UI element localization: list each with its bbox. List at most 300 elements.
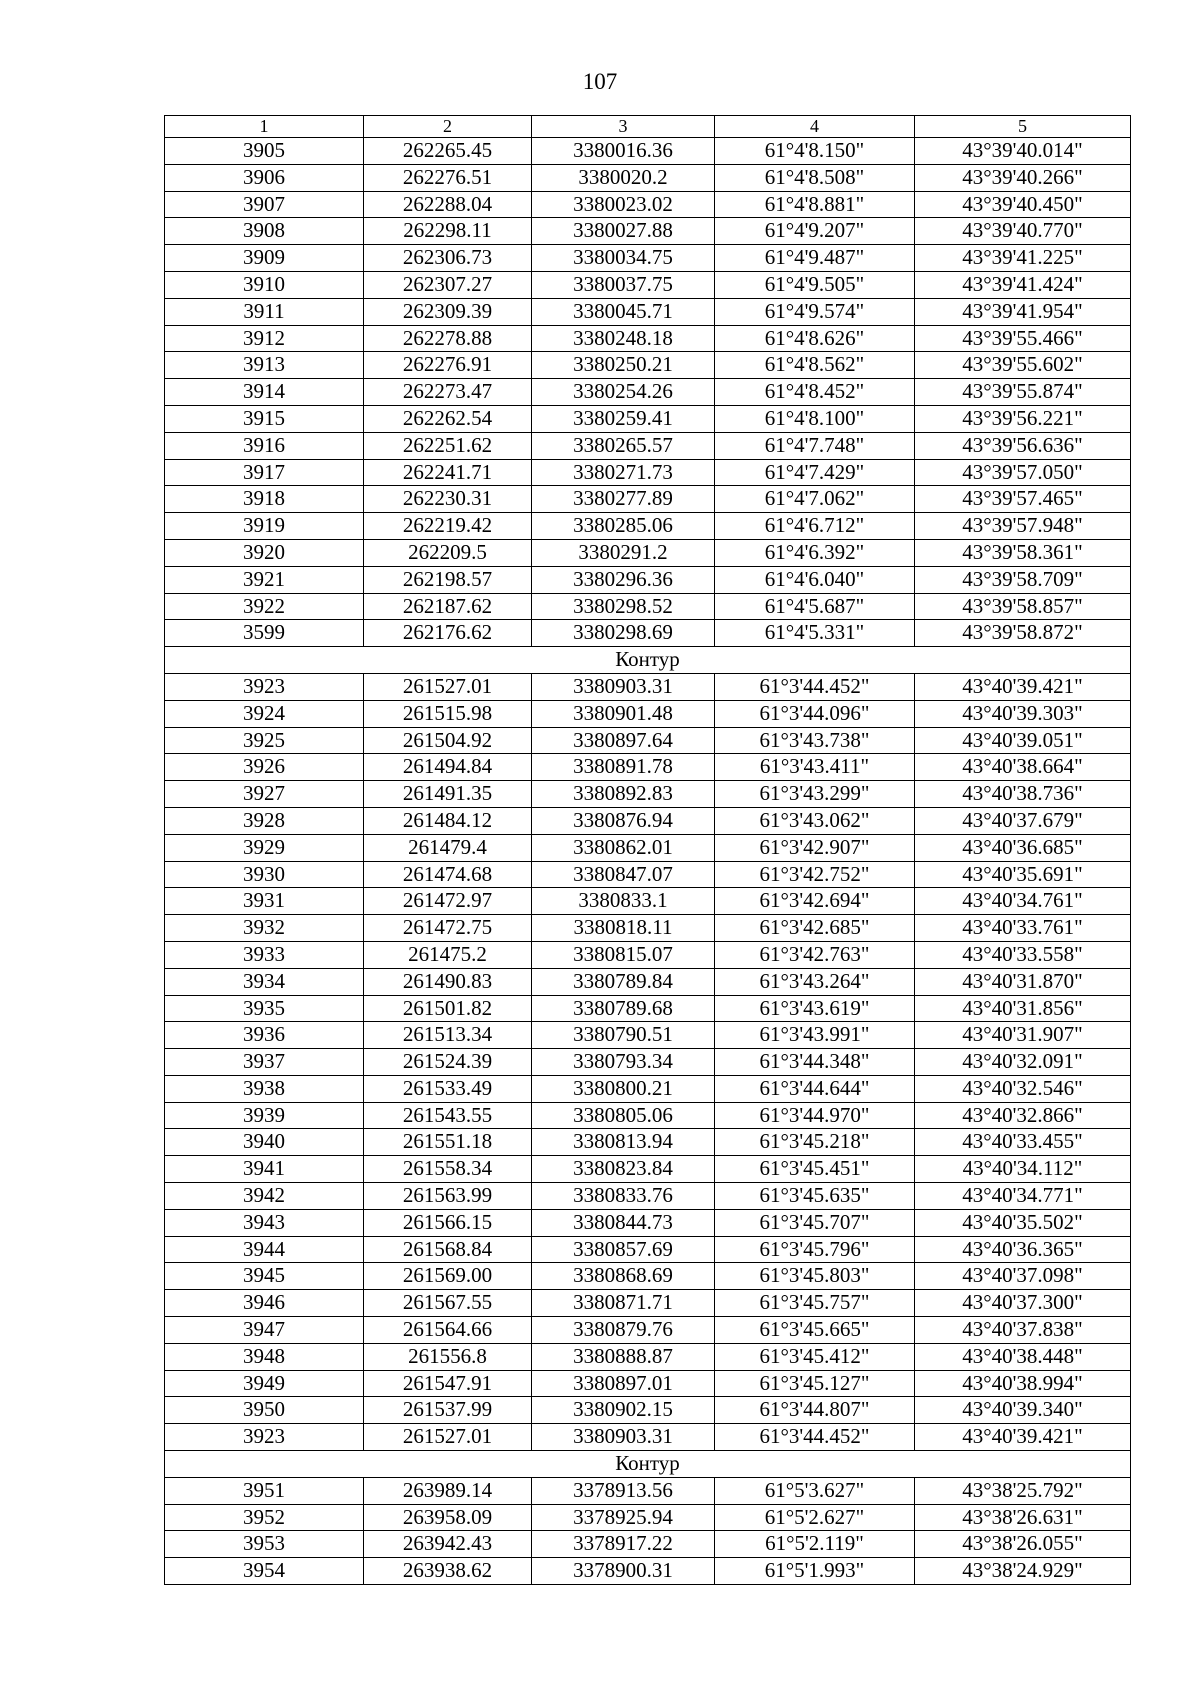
longitude-cell: 61°3'44.096"	[715, 700, 915, 727]
latitude-cell: 43°40'36.365"	[915, 1236, 1131, 1263]
x-coordinate-cell: 261475.2	[364, 941, 532, 968]
x-coordinate-cell: 261494.84	[364, 754, 532, 781]
point-number-cell: 3948	[165, 1343, 364, 1370]
coordinates-table	[164, 115, 1131, 1585]
latitude-cell: 43°40'38.736"	[915, 781, 1131, 808]
y-coordinate-cell: 3380844.73	[532, 1209, 715, 1236]
contour-section-row	[165, 1451, 1131, 1478]
point-number-cell: 3918	[165, 486, 364, 513]
x-coordinate-cell: 261504.92	[364, 727, 532, 754]
y-coordinate-cell: 3380800.21	[532, 1075, 715, 1102]
x-coordinate-cell: 261556.8	[364, 1343, 532, 1370]
point-number-cell: 3911	[165, 298, 364, 325]
y-coordinate-cell: 3380034.75	[532, 245, 715, 272]
table-row	[165, 727, 1131, 754]
table-row	[165, 1558, 1131, 1585]
latitude-cell: 43°40'33.761"	[915, 915, 1131, 942]
y-coordinate-cell: 3380868.69	[532, 1263, 715, 1290]
latitude-cell: 43°40'37.300"	[915, 1290, 1131, 1317]
point-number-cell: 3933	[165, 941, 364, 968]
point-number-cell: 3936	[165, 1022, 364, 1049]
table-row	[165, 968, 1131, 995]
y-coordinate-cell: 3380847.07	[532, 861, 715, 888]
longitude-cell: 61°3'42.752"	[715, 861, 915, 888]
table-row	[165, 888, 1131, 915]
y-coordinate-cell: 3380813.94	[532, 1129, 715, 1156]
x-coordinate-cell: 263958.09	[364, 1504, 532, 1531]
table-row	[165, 700, 1131, 727]
y-coordinate-cell: 3380248.18	[532, 325, 715, 352]
table-row	[165, 1049, 1131, 1076]
latitude-cell: 43°39'41.424"	[915, 271, 1131, 298]
table-row	[165, 807, 1131, 834]
table-row	[165, 164, 1131, 191]
x-coordinate-cell: 262265.45	[364, 138, 532, 165]
y-coordinate-cell: 3378913.56	[532, 1477, 715, 1504]
longitude-cell: 61°4'9.574"	[715, 298, 915, 325]
y-coordinate-cell: 3380789.84	[532, 968, 715, 995]
x-coordinate-cell: 261537.99	[364, 1397, 532, 1424]
y-coordinate-cell: 3380020.2	[532, 164, 715, 191]
x-coordinate-cell: 261484.12	[364, 807, 532, 834]
longitude-cell: 61°4'8.100"	[715, 405, 915, 432]
table-row	[165, 539, 1131, 566]
y-coordinate-cell: 3380265.57	[532, 432, 715, 459]
longitude-cell: 61°4'5.687"	[715, 593, 915, 620]
y-coordinate-cell: 3380023.02	[532, 191, 715, 218]
latitude-cell: 43°39'57.050"	[915, 459, 1131, 486]
longitude-cell: 61°3'43.264"	[715, 968, 915, 995]
table-row	[165, 1102, 1131, 1129]
longitude-cell: 61°4'5.331"	[715, 620, 915, 647]
latitude-cell: 43°39'40.450"	[915, 191, 1131, 218]
longitude-cell: 61°4'8.508"	[715, 164, 915, 191]
latitude-cell: 43°40'34.761"	[915, 888, 1131, 915]
point-number-cell: 3931	[165, 888, 364, 915]
longitude-cell: 61°5'1.993"	[715, 1558, 915, 1585]
longitude-cell: 61°4'8.452"	[715, 379, 915, 406]
point-number-cell: 3907	[165, 191, 364, 218]
table-row	[165, 352, 1131, 379]
latitude-cell: 43°39'41.225"	[915, 245, 1131, 272]
longitude-cell: 61°5'3.627"	[715, 1477, 915, 1504]
point-number-cell: 3908	[165, 218, 364, 245]
latitude-cell: 43°39'58.361"	[915, 539, 1131, 566]
point-number-cell: 3953	[165, 1531, 364, 1558]
longitude-cell: 61°3'44.644"	[715, 1075, 915, 1102]
x-coordinate-cell: 261474.68	[364, 861, 532, 888]
table-row	[165, 673, 1131, 700]
latitude-cell: 43°40'38.664"	[915, 754, 1131, 781]
y-coordinate-cell: 3378925.94	[532, 1504, 715, 1531]
point-number-cell: 3928	[165, 807, 364, 834]
point-number-cell: 3932	[165, 915, 364, 942]
point-number-cell: 3950	[165, 1397, 364, 1424]
longitude-cell: 61°4'8.562"	[715, 352, 915, 379]
y-coordinate-cell: 3380818.11	[532, 915, 715, 942]
x-coordinate-cell: 261501.82	[364, 995, 532, 1022]
y-coordinate-cell: 3380296.36	[532, 566, 715, 593]
longitude-cell: 61°3'44.452"	[715, 1424, 915, 1451]
longitude-cell: 61°4'8.881"	[715, 191, 915, 218]
point-number-cell: 3920	[165, 539, 364, 566]
table-row	[165, 1209, 1131, 1236]
point-number-cell: 3952	[165, 1504, 364, 1531]
table-row	[165, 459, 1131, 486]
y-coordinate-cell: 3380789.68	[532, 995, 715, 1022]
longitude-cell: 61°3'43.299"	[715, 781, 915, 808]
latitude-cell: 43°40'32.091"	[915, 1049, 1131, 1076]
y-coordinate-cell: 3380903.31	[532, 673, 715, 700]
x-coordinate-cell: 263938.62	[364, 1558, 532, 1585]
longitude-cell: 61°3'43.062"	[715, 807, 915, 834]
table-row	[165, 432, 1131, 459]
latitude-cell: 43°40'39.421"	[915, 673, 1131, 700]
table-row	[165, 191, 1131, 218]
longitude-cell: 61°4'6.712"	[715, 513, 915, 540]
x-coordinate-cell: 262198.57	[364, 566, 532, 593]
longitude-cell: 61°3'45.412"	[715, 1343, 915, 1370]
latitude-cell: 43°40'35.691"	[915, 861, 1131, 888]
longitude-cell: 61°3'45.757"	[715, 1290, 915, 1317]
table-row	[165, 138, 1131, 165]
point-number-cell: 3906	[165, 164, 364, 191]
longitude-cell: 61°4'6.040"	[715, 566, 915, 593]
latitude-cell: 43°40'38.994"	[915, 1370, 1131, 1397]
table-row	[165, 1022, 1131, 1049]
point-number-cell: 3944	[165, 1236, 364, 1263]
y-coordinate-cell: 3380897.64	[532, 727, 715, 754]
x-coordinate-cell: 263942.43	[364, 1531, 532, 1558]
latitude-cell: 43°39'40.770"	[915, 218, 1131, 245]
x-coordinate-cell: 261479.4	[364, 834, 532, 861]
x-coordinate-cell: 261547.91	[364, 1370, 532, 1397]
point-number-cell: 3910	[165, 271, 364, 298]
table-row	[165, 245, 1131, 272]
latitude-cell: 43°40'36.685"	[915, 834, 1131, 861]
latitude-cell: 43°40'31.856"	[915, 995, 1131, 1022]
table-row	[165, 1129, 1131, 1156]
point-number-cell: 3921	[165, 566, 364, 593]
point-number-cell: 3919	[165, 513, 364, 540]
y-coordinate-cell: 3380857.69	[532, 1236, 715, 1263]
point-number-cell: 3937	[165, 1049, 364, 1076]
table-row	[165, 1183, 1131, 1210]
x-coordinate-cell: 262209.5	[364, 539, 532, 566]
column-number-row	[165, 116, 1131, 138]
latitude-cell: 43°40'32.546"	[915, 1075, 1131, 1102]
longitude-cell: 61°3'45.803"	[715, 1263, 915, 1290]
y-coordinate-cell: 3380833.76	[532, 1183, 715, 1210]
x-coordinate-cell: 262262.54	[364, 405, 532, 432]
table-row	[165, 566, 1131, 593]
table-row	[165, 1397, 1131, 1424]
x-coordinate-cell: 261513.34	[364, 1022, 532, 1049]
longitude-cell: 61°4'7.748"	[715, 432, 915, 459]
point-number-cell: 3905	[165, 138, 364, 165]
point-number-cell: 3912	[165, 325, 364, 352]
table-row	[165, 1504, 1131, 1531]
column-header: 5	[915, 116, 1131, 138]
y-coordinate-cell: 3380291.2	[532, 539, 715, 566]
x-coordinate-cell: 263989.14	[364, 1477, 532, 1504]
x-coordinate-cell: 262288.04	[364, 191, 532, 218]
point-number-cell: 3949	[165, 1370, 364, 1397]
latitude-cell: 43°39'55.466"	[915, 325, 1131, 352]
y-coordinate-cell: 3380888.87	[532, 1343, 715, 1370]
longitude-cell: 61°4'9.505"	[715, 271, 915, 298]
point-number-cell: 3935	[165, 995, 364, 1022]
table-row	[165, 298, 1131, 325]
table-row	[165, 513, 1131, 540]
x-coordinate-cell: 261543.55	[364, 1102, 532, 1129]
point-number-cell: 3923	[165, 673, 364, 700]
longitude-cell: 61°3'45.127"	[715, 1370, 915, 1397]
x-coordinate-cell: 262306.73	[364, 245, 532, 272]
x-coordinate-cell: 261563.99	[364, 1183, 532, 1210]
longitude-cell: 61°3'44.970"	[715, 1102, 915, 1129]
x-coordinate-cell: 261568.84	[364, 1236, 532, 1263]
latitude-cell: 43°40'37.838"	[915, 1317, 1131, 1344]
table-row	[165, 861, 1131, 888]
latitude-cell: 43°40'33.455"	[915, 1129, 1131, 1156]
latitude-cell: 43°40'39.421"	[915, 1424, 1131, 1451]
x-coordinate-cell: 261472.75	[364, 915, 532, 942]
column-header: 2	[364, 116, 532, 138]
y-coordinate-cell: 3380045.71	[532, 298, 715, 325]
y-coordinate-cell: 3380891.78	[532, 754, 715, 781]
point-number-cell: 3913	[165, 352, 364, 379]
latitude-cell: 43°40'33.558"	[915, 941, 1131, 968]
latitude-cell: 43°40'38.448"	[915, 1343, 1131, 1370]
point-number-cell: 3916	[165, 432, 364, 459]
y-coordinate-cell: 3380902.15	[532, 1397, 715, 1424]
longitude-cell: 61°3'43.411"	[715, 754, 915, 781]
longitude-cell: 61°4'9.487"	[715, 245, 915, 272]
longitude-cell: 61°4'8.150"	[715, 138, 915, 165]
table-row	[165, 379, 1131, 406]
latitude-cell: 43°38'24.929"	[915, 1558, 1131, 1585]
x-coordinate-cell: 262251.62	[364, 432, 532, 459]
latitude-cell: 43°39'55.874"	[915, 379, 1131, 406]
point-number-cell: 3939	[165, 1102, 364, 1129]
column-header: 1	[165, 116, 364, 138]
table-row	[165, 1370, 1131, 1397]
point-number-cell: 3954	[165, 1558, 364, 1585]
latitude-cell: 43°40'35.502"	[915, 1209, 1131, 1236]
latitude-cell: 43°40'31.870"	[915, 968, 1131, 995]
table-row	[165, 915, 1131, 942]
latitude-cell: 43°40'39.340"	[915, 1397, 1131, 1424]
table-row	[165, 1343, 1131, 1370]
y-coordinate-cell: 3380298.52	[532, 593, 715, 620]
longitude-cell: 61°3'43.738"	[715, 727, 915, 754]
contour-section-row	[165, 647, 1131, 674]
point-number-cell: 3934	[165, 968, 364, 995]
x-coordinate-cell: 262176.62	[364, 620, 532, 647]
y-coordinate-cell: 3380805.06	[532, 1102, 715, 1129]
point-number-cell: 3946	[165, 1290, 364, 1317]
x-coordinate-cell: 261566.15	[364, 1209, 532, 1236]
table-row	[165, 1156, 1131, 1183]
x-coordinate-cell: 261472.97	[364, 888, 532, 915]
longitude-cell: 61°3'42.763"	[715, 941, 915, 968]
table-row	[165, 834, 1131, 861]
y-coordinate-cell: 3380259.41	[532, 405, 715, 432]
longitude-cell: 61°3'45.218"	[715, 1129, 915, 1156]
longitude-cell: 61°3'45.635"	[715, 1183, 915, 1210]
latitude-cell: 43°40'34.112"	[915, 1156, 1131, 1183]
y-coordinate-cell: 3378900.31	[532, 1558, 715, 1585]
y-coordinate-cell: 3380823.84	[532, 1156, 715, 1183]
x-coordinate-cell: 261533.49	[364, 1075, 532, 1102]
point-number-cell: 3951	[165, 1477, 364, 1504]
y-coordinate-cell: 3380815.07	[532, 941, 715, 968]
x-coordinate-cell: 262309.39	[364, 298, 532, 325]
x-coordinate-cell: 261527.01	[364, 1424, 532, 1451]
x-coordinate-cell: 261490.83	[364, 968, 532, 995]
y-coordinate-cell: 3380271.73	[532, 459, 715, 486]
y-coordinate-cell: 3380285.06	[532, 513, 715, 540]
x-coordinate-cell: 262219.42	[364, 513, 532, 540]
column-header: 4	[715, 116, 915, 138]
longitude-cell: 61°3'44.348"	[715, 1049, 915, 1076]
x-coordinate-cell: 262276.51	[364, 164, 532, 191]
y-coordinate-cell: 3380879.76	[532, 1317, 715, 1344]
x-coordinate-cell: 262276.91	[364, 352, 532, 379]
latitude-cell: 43°40'32.866"	[915, 1102, 1131, 1129]
longitude-cell: 61°3'45.707"	[715, 1209, 915, 1236]
y-coordinate-cell: 3380254.26	[532, 379, 715, 406]
latitude-cell: 43°39'41.954"	[915, 298, 1131, 325]
longitude-cell: 61°4'6.392"	[715, 539, 915, 566]
x-coordinate-cell: 262307.27	[364, 271, 532, 298]
longitude-cell: 61°3'43.619"	[715, 995, 915, 1022]
longitude-cell: 61°3'44.807"	[715, 1397, 915, 1424]
point-number-cell: 3917	[165, 459, 364, 486]
point-number-cell: 3941	[165, 1156, 364, 1183]
y-coordinate-cell: 3380903.31	[532, 1424, 715, 1451]
latitude-cell: 43°38'26.055"	[915, 1531, 1131, 1558]
longitude-cell: 61°3'43.991"	[715, 1022, 915, 1049]
table-row	[165, 941, 1131, 968]
x-coordinate-cell: 262278.88	[364, 325, 532, 352]
table-row	[165, 781, 1131, 808]
latitude-cell: 43°39'56.636"	[915, 432, 1131, 459]
y-coordinate-cell: 3380871.71	[532, 1290, 715, 1317]
y-coordinate-cell: 3380277.89	[532, 486, 715, 513]
point-number-cell: 3922	[165, 593, 364, 620]
x-coordinate-cell: 262298.11	[364, 218, 532, 245]
table-row	[165, 325, 1131, 352]
latitude-cell: 43°39'58.872"	[915, 620, 1131, 647]
latitude-cell: 43°40'39.051"	[915, 727, 1131, 754]
page-number: 107	[582, 69, 618, 94]
point-number-cell: 3926	[165, 754, 364, 781]
y-coordinate-cell: 3380833.1	[532, 888, 715, 915]
longitude-cell: 61°5'2.627"	[715, 1504, 915, 1531]
longitude-cell: 61°3'42.685"	[715, 915, 915, 942]
latitude-cell: 43°40'37.098"	[915, 1263, 1131, 1290]
latitude-cell: 43°39'55.602"	[915, 352, 1131, 379]
longitude-cell: 61°5'2.119"	[715, 1531, 915, 1558]
point-number-cell: 3925	[165, 727, 364, 754]
table-row	[165, 405, 1131, 432]
x-coordinate-cell: 262273.47	[364, 379, 532, 406]
longitude-cell: 61°4'8.626"	[715, 325, 915, 352]
point-number-cell: 3927	[165, 781, 364, 808]
contour-label: Контур	[165, 1451, 1131, 1478]
latitude-cell: 43°39'57.948"	[915, 513, 1131, 540]
table-row	[165, 620, 1131, 647]
table-row	[165, 995, 1131, 1022]
longitude-cell: 61°4'9.207"	[715, 218, 915, 245]
longitude-cell: 61°3'45.451"	[715, 1156, 915, 1183]
longitude-cell: 61°3'42.694"	[715, 888, 915, 915]
x-coordinate-cell: 261527.01	[364, 673, 532, 700]
table-row	[165, 1075, 1131, 1102]
point-number-cell: 3929	[165, 834, 364, 861]
table-row	[165, 1290, 1131, 1317]
point-number-cell: 3943	[165, 1209, 364, 1236]
point-number-cell: 3909	[165, 245, 364, 272]
x-coordinate-cell: 262230.31	[364, 486, 532, 513]
latitude-cell: 43°40'34.771"	[915, 1183, 1131, 1210]
latitude-cell: 43°39'40.014"	[915, 138, 1131, 165]
point-number-cell: 3945	[165, 1263, 364, 1290]
x-coordinate-cell: 261491.35	[364, 781, 532, 808]
column-header: 3	[532, 116, 715, 138]
latitude-cell: 43°39'56.221"	[915, 405, 1131, 432]
latitude-cell: 43°40'31.907"	[915, 1022, 1131, 1049]
y-coordinate-cell: 3380790.51	[532, 1022, 715, 1049]
table-row	[165, 271, 1131, 298]
x-coordinate-cell: 262187.62	[364, 593, 532, 620]
y-coordinate-cell: 3380892.83	[532, 781, 715, 808]
x-coordinate-cell: 261524.39	[364, 1049, 532, 1076]
longitude-cell: 61°4'7.062"	[715, 486, 915, 513]
x-coordinate-cell: 261567.55	[364, 1290, 532, 1317]
table-row	[165, 1531, 1131, 1558]
x-coordinate-cell: 261564.66	[364, 1317, 532, 1344]
table-row	[165, 754, 1131, 781]
point-number-cell: 3940	[165, 1129, 364, 1156]
latitude-cell: 43°39'58.709"	[915, 566, 1131, 593]
longitude-cell: 61°3'45.665"	[715, 1317, 915, 1344]
y-coordinate-cell: 3380897.01	[532, 1370, 715, 1397]
table-row	[165, 218, 1131, 245]
y-coordinate-cell: 3380250.21	[532, 352, 715, 379]
y-coordinate-cell: 3380027.88	[532, 218, 715, 245]
point-number-cell: 3942	[165, 1183, 364, 1210]
point-number-cell: 3915	[165, 405, 364, 432]
coordinates-table-body	[165, 116, 1131, 1585]
x-coordinate-cell: 261515.98	[364, 700, 532, 727]
point-number-cell: 3938	[165, 1075, 364, 1102]
y-coordinate-cell: 3380016.36	[532, 138, 715, 165]
point-number-cell: 3930	[165, 861, 364, 888]
longitude-cell: 61°3'44.452"	[715, 673, 915, 700]
contour-label: Контур	[165, 647, 1131, 674]
latitude-cell: 43°39'40.266"	[915, 164, 1131, 191]
y-coordinate-cell: 3380793.34	[532, 1049, 715, 1076]
point-number-cell: 3923	[165, 1424, 364, 1451]
latitude-cell: 43°40'37.679"	[915, 807, 1131, 834]
y-coordinate-cell: 3380876.94	[532, 807, 715, 834]
x-coordinate-cell: 261558.34	[364, 1156, 532, 1183]
latitude-cell: 43°39'57.465"	[915, 486, 1131, 513]
y-coordinate-cell: 3380862.01	[532, 834, 715, 861]
